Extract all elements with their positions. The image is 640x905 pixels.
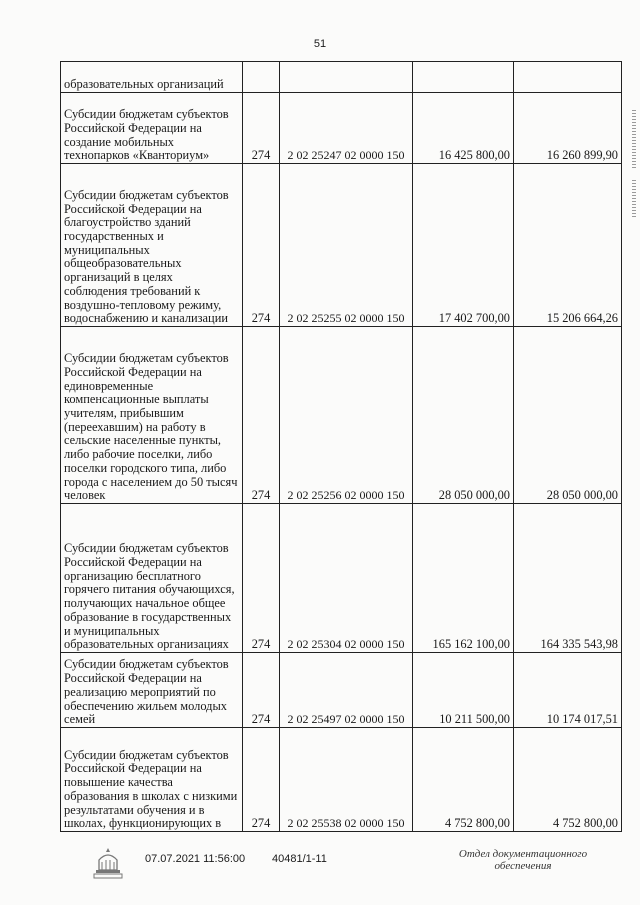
row-planned-amount: 17 402 700,00 xyxy=(413,164,514,327)
row-planned-amount: 16 425 800,00 xyxy=(413,93,514,164)
row-planned-amount: 10 211 500,00 xyxy=(413,653,514,728)
row-budget-code: 2 02 25538 02 0000 150 xyxy=(280,728,413,832)
page-number: 51 xyxy=(313,38,327,50)
row-admin-code: 274 xyxy=(243,327,280,504)
row-planned-amount xyxy=(413,62,514,93)
row-admin-code: 274 xyxy=(243,653,280,728)
document-footer xyxy=(0,848,640,888)
row-name: Субсидии бюджетам субъектов Российской Федерации на благоустройство зданий государственных и муниципальных общеобразовательных организаций в целях соблюдения требований к воздушно-тепловому режиму, водоснабжению и канализации xyxy=(61,164,243,327)
row-planned-amount: 4 752 800,00 xyxy=(413,728,514,832)
department-stamp: Отдел документационного обеспечения xyxy=(458,848,588,872)
row-budget-code: 2 02 25497 02 0000 150 xyxy=(280,653,413,728)
row-actual-amount: 16 260 899,90 xyxy=(514,93,622,164)
row-admin-code: 274 xyxy=(243,504,280,653)
row-admin-code xyxy=(243,62,280,93)
row-name: Субсидии бюджетам субъектов Российской Федерации на единовременные компенсационные выплаты учителям, прибывшим (переехавшим) на работу в сельские населенные пункты, либо рабочие поселки, либо поселки городского типа, либо города с населением до 50 тысяч человек xyxy=(61,327,243,504)
row-actual-amount: 10 174 017,51 xyxy=(514,653,622,728)
row-actual-amount: 15 206 664,26 xyxy=(514,164,622,327)
row-name: Субсидии бюджетам субъектов Российской Федерации на реализацию мероприятий по обеспечению жильем молодых семей xyxy=(61,653,243,728)
row-budget-code xyxy=(280,62,413,93)
footer-document-number: 40481/1-11 xyxy=(272,853,327,865)
row-actual-amount: 28 050 000,00 xyxy=(514,327,622,504)
table-row xyxy=(61,62,622,93)
row-budget-code: 2 02 25256 02 0000 150 xyxy=(280,327,413,504)
margin-scan-mark xyxy=(632,180,636,218)
row-name: Субсидии бюджетам субъектов Российской Федерации на организацию бесплатного горячего питания обучающихся, получающих начальное общее образование в государственных и муниципальных образовательных организациях xyxy=(61,504,243,653)
row-name: Субсидии бюджетам субъектов Российской Федерации на повышение качества образования в школах с низкими результатами обучения и в школах, функционирующих в xyxy=(61,728,243,832)
table-row xyxy=(61,93,622,164)
footer-datetime: 07.07.2021 11:56:00 xyxy=(145,853,246,865)
row-budget-code: 2 02 25255 02 0000 150 xyxy=(280,164,413,327)
row-actual-amount: 4 752 800,00 xyxy=(514,728,622,832)
table-row xyxy=(61,504,622,653)
table-row xyxy=(61,728,622,832)
row-admin-code: 274 xyxy=(243,728,280,832)
row-planned-amount: 28 050 000,00 xyxy=(413,327,514,504)
budget-table xyxy=(60,61,622,832)
emblem-icon xyxy=(93,846,123,880)
row-actual-amount: 164 335 543,98 xyxy=(514,504,622,653)
row-budget-code: 2 02 25247 02 0000 150 xyxy=(280,93,413,164)
table-row xyxy=(61,164,622,327)
row-name: Субсидии бюджетам субъектов Российской Федерации на создание мобильных технопарков «Кванториум» xyxy=(61,93,243,164)
row-actual-amount xyxy=(514,62,622,93)
row-planned-amount: 165 162 100,00 xyxy=(413,504,514,653)
row-admin-code: 274 xyxy=(243,164,280,327)
row-budget-code: 2 02 25304 02 0000 150 xyxy=(280,504,413,653)
row-name: образовательных организаций xyxy=(61,62,243,93)
table-row xyxy=(61,327,622,504)
table-row xyxy=(61,653,622,728)
margin-scan-mark xyxy=(632,110,636,170)
row-admin-code: 274 xyxy=(243,93,280,164)
